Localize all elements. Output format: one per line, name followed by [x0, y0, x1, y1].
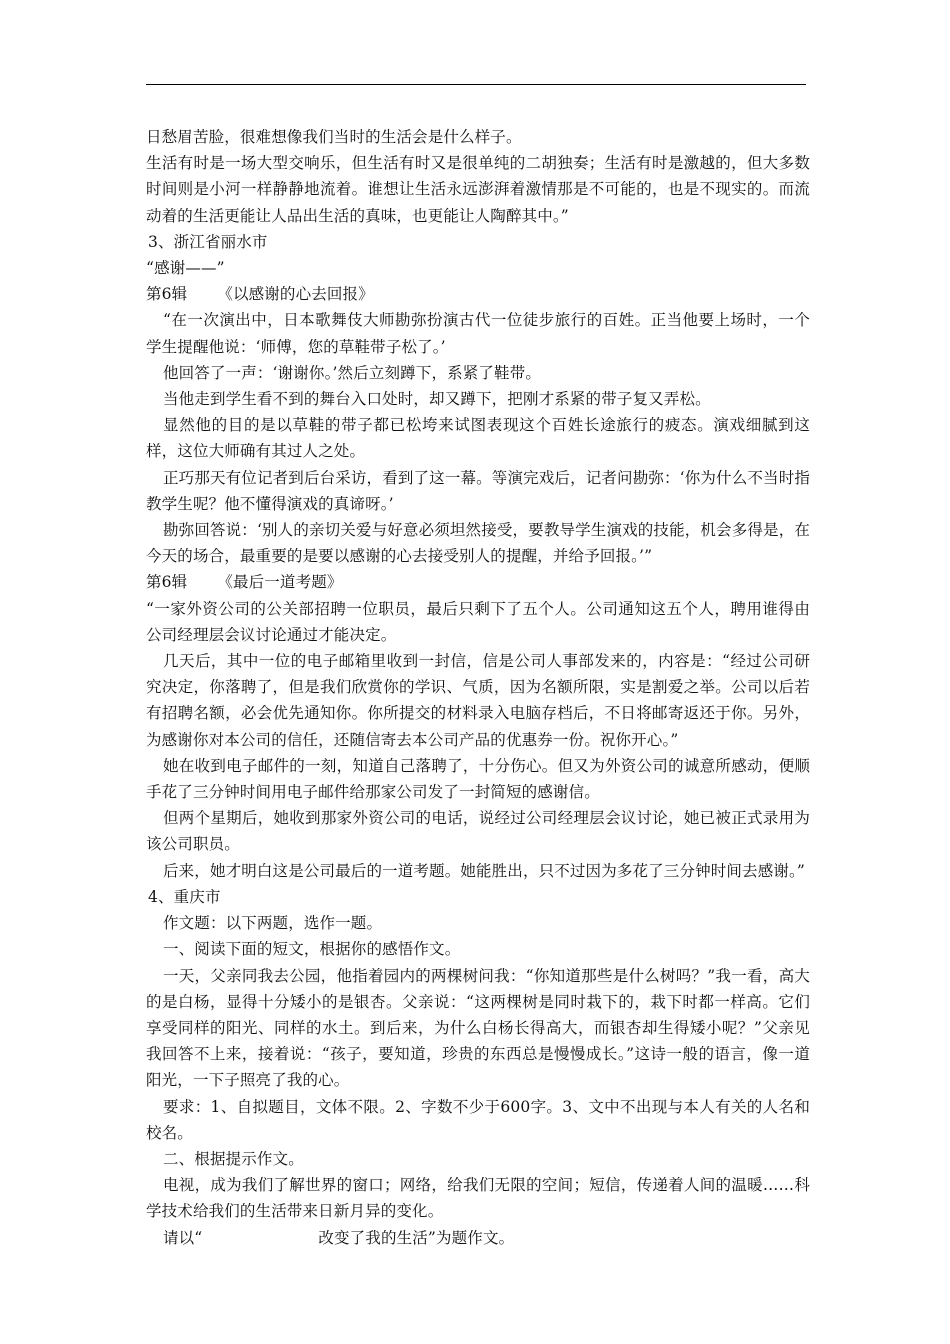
- paragraph: 正巧那天有位记者到后台采访，看到了这一幕。等演完戏后，记者问勘弥：‘你为什么不当时指教学生呢？他不懂得演戏的真谛呀。’: [146, 468, 810, 513]
- paragraph: 二、根据提示作文。: [163, 1149, 304, 1168]
- paragraph: 勘弥回答说：‘别人的亲切关爱与好意必须坦然接受，要教导学生演戏的技能，机会多得是，在今天的场合，最重要的是要以感谢的心去接受别人的提醒，并给予回报。’”: [146, 521, 810, 566]
- article-heading: [146, 569, 810, 595]
- article-volume: 第6辑: [146, 573, 188, 592]
- paragraph: 日愁眉苦脸，很难想像我们当时的生活会是什么样子。: [146, 128, 522, 146]
- paragraph: 她在收到电子邮件的一刻，知道自己落聘了，十分伤心。但又为外资公司的诚意所感动，便顺手花了三分钟时间用电子邮件给那家公司发了一封简短的感谢信。: [146, 756, 810, 802]
- paragraph: 但两个星期后，她收到那家外资公司的电话，说经过公司经理层会议讨论，她已被正式录用为该公司职员。: [146, 809, 810, 854]
- section-heading-chongqing: 4、重庆市: [148, 887, 221, 906]
- prompt-suffix: 改变了我的生活”为题作文。: [318, 1228, 515, 1247]
- paragraph: 要求：1、自拟题目，文体不限。2、字数不少于600字。3、文中不出现与本人有关的人名和校名。: [146, 1097, 810, 1142]
- paragraph: 生活有时是一场大型交响乐，但生活有时又是很单纯的二胡独奏；生活有时是激越的，但大多数时间则是小河一样静静地流着。谁想让生活永远澎湃着激情那是不可能的，也是不现实的。而流动着的生活更能让人品出生活的真味，也更能让人陶醉其中。”: [146, 154, 810, 225]
- document-body: [146, 124, 810, 1251]
- paragraph: 作文题：以下两题，选作一题。: [163, 914, 383, 933]
- paragraph: “在一次演出中，日本歌舞伎大师勘弥扮演古代一位徒步旅行的百姓。正当他要上场时，一个学生提醒他说：‘师傅，您的草鞋带子松了。’: [146, 311, 810, 356]
- paragraph: “一家外资公司的公关部招聘一位职员，最后只剩下了五个人。公司通知这五个人，聘用谁得由公司经理层会议讨论通过才能决定。: [146, 599, 810, 644]
- article-title: 《以感谢的心去回报》: [217, 285, 374, 304]
- paragraph: 当他走到学生看不到的舞台入口处时，却又蹲下，把刚才系紧的带子复又弄松。: [163, 390, 711, 409]
- paragraph: 几天后，其中一位的电子邮箱里收到一封信，信是公司人事部发来的，内容是：“经过公司研究决定，你落聘了，但是我们欣赏你的学识、气质，因为名额所限，实是割爱之举。公司以后若有招聘名额，必会优先通知你。你所提交的材料录入电脑存档后，不日将邮寄返还于你。另外，为感谢你对本公司的信任，还随信寄去本公司产品的优惠券一份。祝你开心。”: [146, 652, 810, 749]
- paragraph: 电视，成为我们了解世界的窗口；网络，给我们无限的空间；短信，传递着人间的温暖……科学技术给我们的生活带来日新月异的变化。: [146, 1176, 810, 1221]
- paragraph: 显然他的目的是以草鞋的带子都已松垮来试图表现这个百姓长途旅行的疲态。演戏细腻到这样，这位大师确有其过人之处。: [146, 416, 810, 461]
- essay-title-prompt: [146, 1225, 810, 1251]
- paragraph: 后来，她才明白这是公司最后的一道考题。她能胜出，只不过因为多花了三分钟时间去感谢。”: [163, 861, 805, 880]
- paragraph: 他回答了一声：‘谢谢你。’然后立刻蹲下，系紧了鞋带。: [163, 363, 542, 382]
- article-title: 《最后一道考题》: [217, 573, 343, 592]
- prompt-prefix: 请以“: [163, 1228, 203, 1247]
- paragraph: 一、阅读下面的短文，根据你的感悟作文。: [163, 940, 461, 959]
- paragraph: 一天，父亲同我去公园，他指着园内的两棵树问我：“你知道那些是什么树吗？”我一看，高大的是白杨，显得十分矮小的是银杏。父亲说：“这两棵树是同时栽下的，栽下时都一样高。它们享受同样的阳光、同样的水土。到后来，为什么白杨长得高大，而银杏却生得矮小呢？”父亲见我回答不上来，接着说：“孩子，要知道，珍贵的东西总是慢慢成长。”这诗一般的语言，像一道阳光，一下子照亮了我的心。: [146, 966, 810, 1090]
- article-volume: 第6辑: [146, 285, 188, 304]
- essay-prompt-title: “感谢——”: [146, 259, 225, 278]
- header-rule: [146, 84, 806, 85]
- section-heading-lishui: 3、浙江省丽水市: [148, 232, 268, 251]
- article-heading: [146, 281, 810, 307]
